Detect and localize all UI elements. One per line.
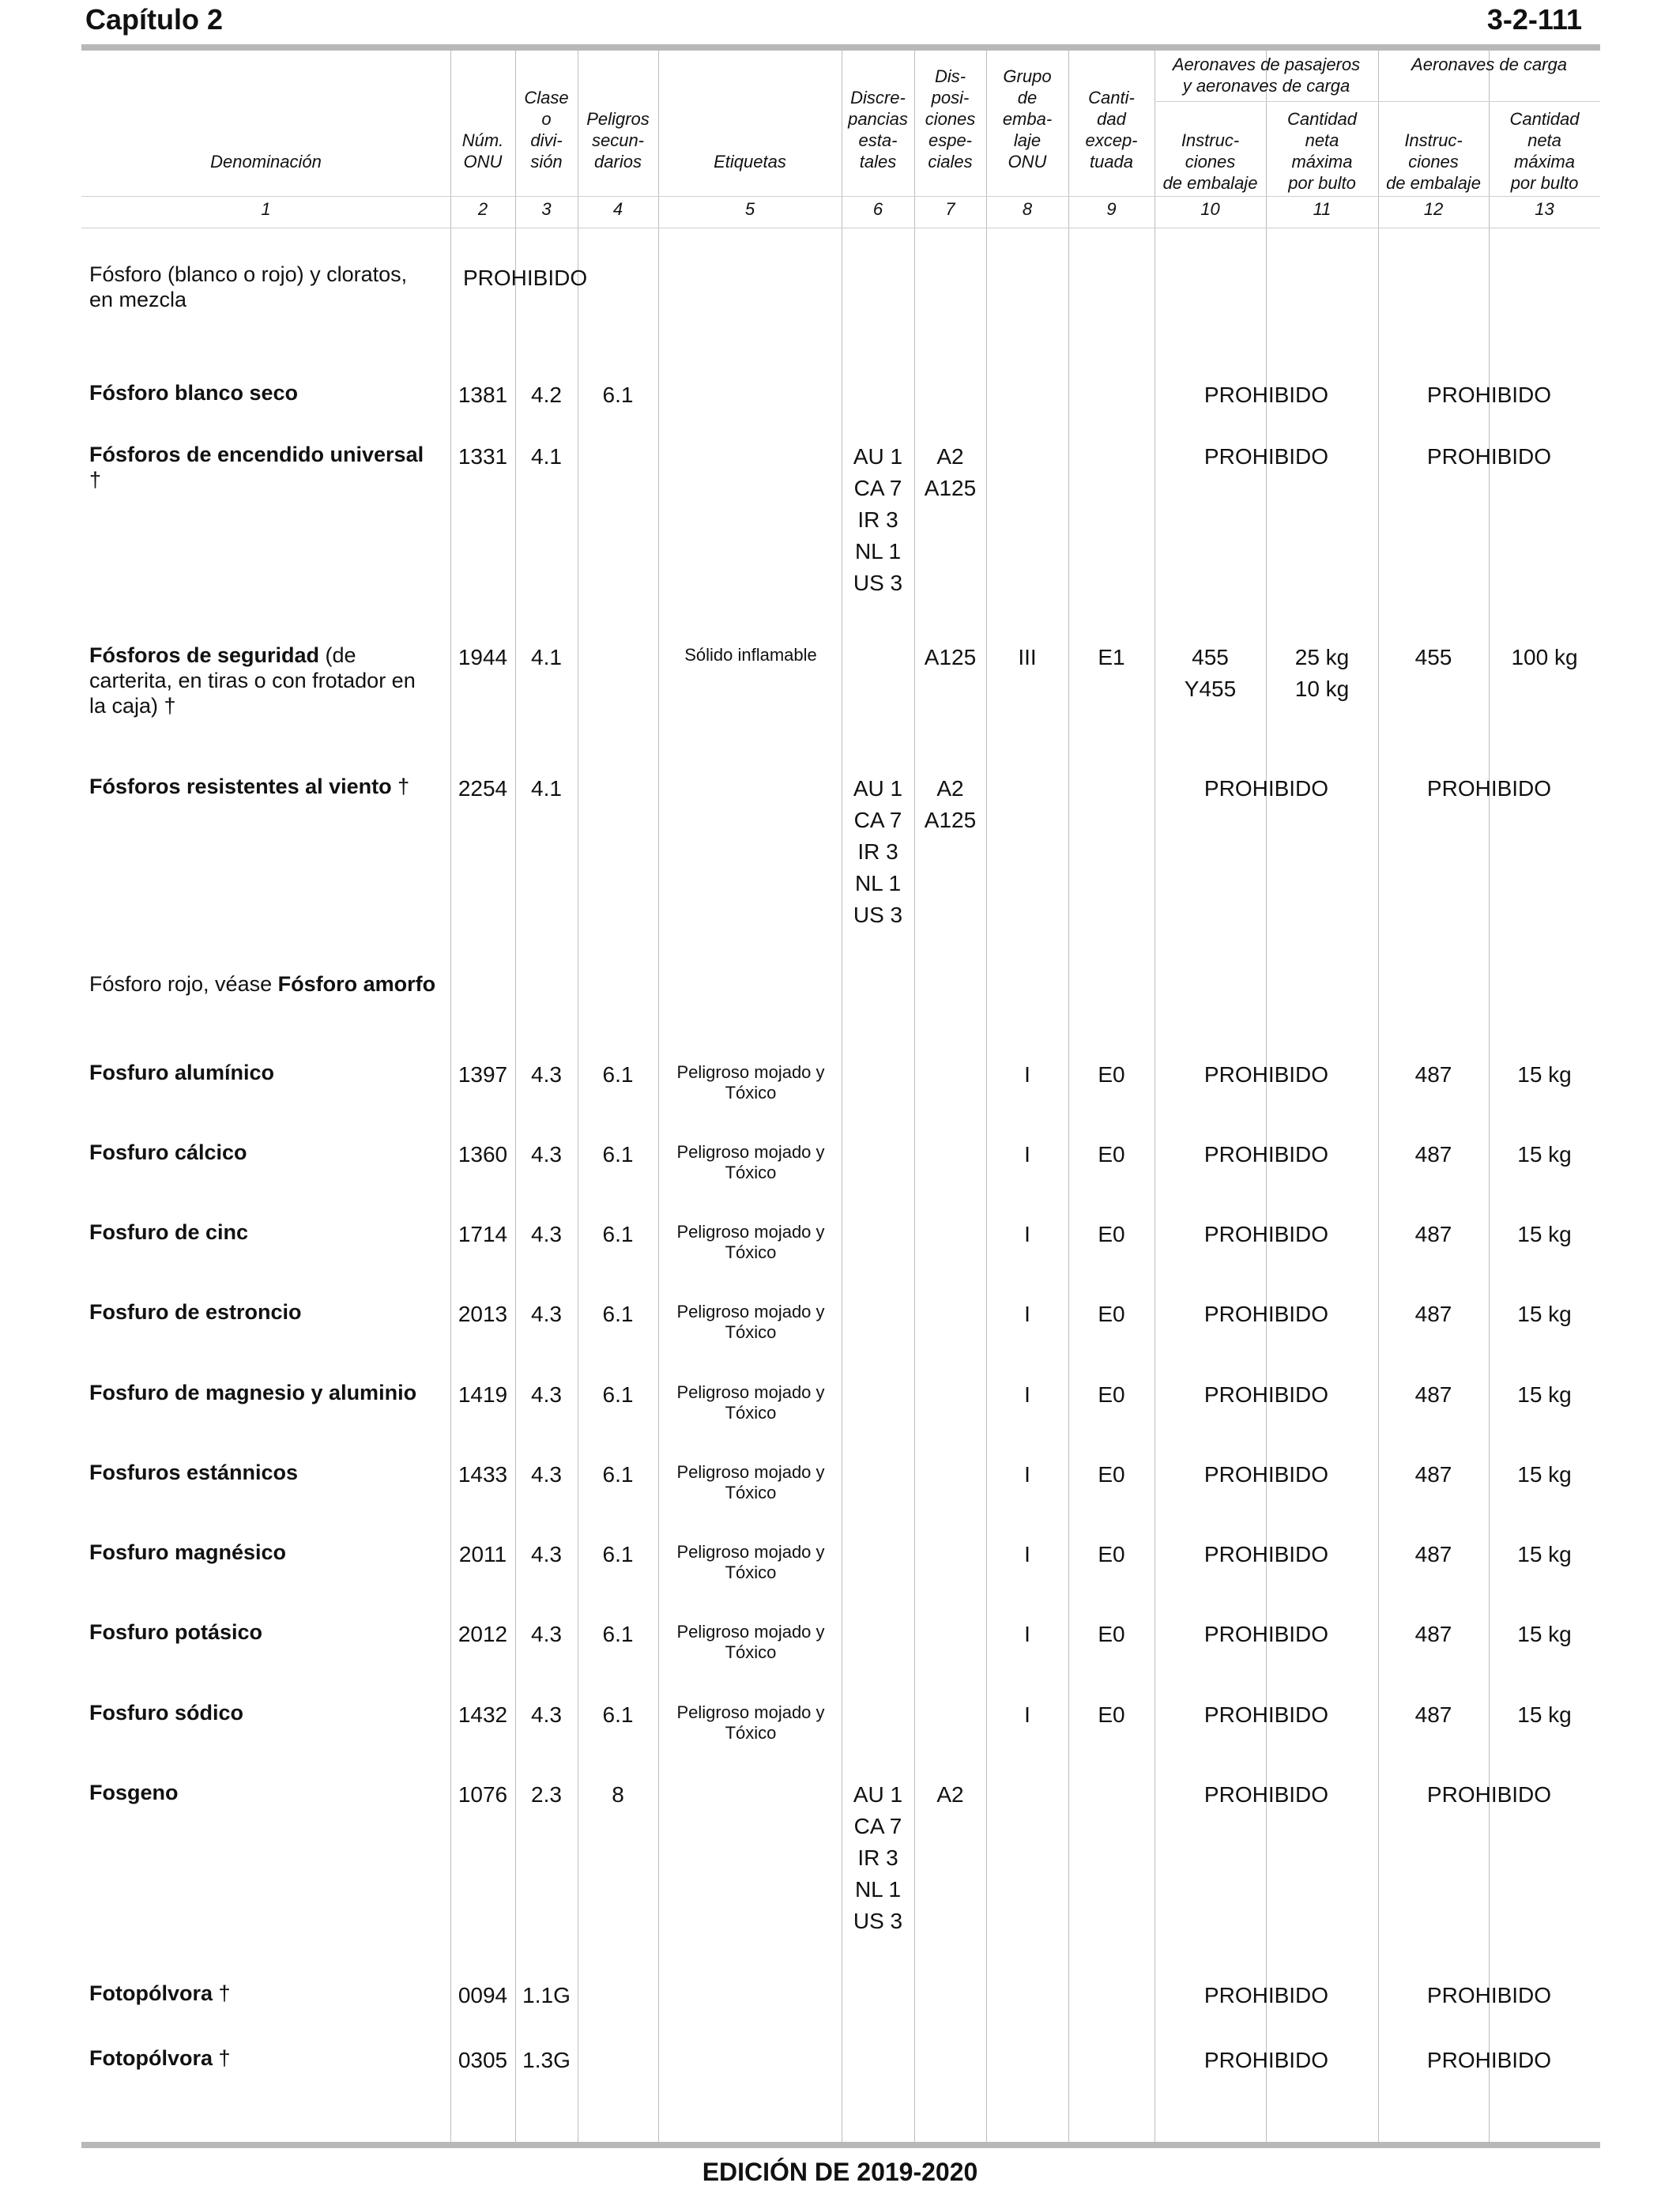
substance-name	[89, 1060, 437, 1085]
un-number: 1419	[458, 1382, 508, 1407]
cargo-max-net-quantity: 15 kg	[1517, 1062, 1572, 1087]
cross-reference: Fósforo amorfo	[277, 972, 436, 996]
substance-name-bold: Fosfuro de magnesio y aluminio	[89, 1381, 417, 1404]
cargo-aircraft-prohibido: PROHIBIDO	[1426, 383, 1552, 407]
passenger-aircraft-prohibido: PROHIBIDO	[1203, 444, 1329, 469]
cargo-max-net-quantity: 15 kg	[1517, 1462, 1572, 1487]
excepted-quantity: E0	[1098, 1382, 1125, 1407]
class-division: 2.3	[531, 1782, 562, 1807]
cargo-max-net-quantity: 15 kg	[1517, 1382, 1572, 1407]
header-instrucciones-carga: Instruc- ciones de embalaje	[1386, 130, 1481, 193]
hazard-label: Peligroso mojado y Tóxico	[676, 1622, 825, 1662]
column-number: 9	[1106, 199, 1117, 219]
column-divider	[450, 51, 451, 2142]
substance-name	[89, 1380, 437, 1405]
class-division: 4.2	[531, 383, 562, 407]
substance-name-bold: Fósforos de seguridad	[89, 643, 320, 667]
bottom-rule	[81, 2142, 1600, 2148]
subsidiary-hazard: 6.1	[602, 1142, 634, 1167]
state-variation: AU 1	[853, 1782, 903, 1807]
class-division: 1.3G	[522, 2048, 571, 2072]
column-divider	[515, 51, 516, 2142]
substance-name-bold: Fosgeno	[89, 1781, 179, 1804]
cargo-max-net-quantity: 15 kg	[1517, 1622, 1572, 1646]
subsidiary-hazard: 6.1	[602, 1222, 634, 1246]
header-clase: Clase o divi- sión	[524, 88, 569, 172]
cargo-max-net-quantity: 15 kg	[1517, 1142, 1572, 1167]
state-variation: IR 3	[857, 507, 898, 532]
column-number: 1	[261, 199, 271, 219]
header-instrucciones-pax: Instruc- ciones de embalaje	[1162, 130, 1258, 193]
cargo-packing-instruction: 487	[1414, 1062, 1452, 1087]
cargo-packing-instruction: 487	[1414, 1382, 1452, 1407]
hazard-label: Sólido inflamable	[684, 645, 817, 665]
state-variation: IR 3	[857, 839, 898, 864]
cargo-packing-instruction: 487	[1414, 1302, 1452, 1326]
class-division: 4.3	[531, 1222, 562, 1246]
substance-name-bold: Fotopólvora	[89, 2046, 213, 2070]
column-number: 5	[744, 199, 755, 219]
dagger-mark: †	[391, 775, 410, 798]
substance-name	[89, 1540, 437, 1565]
column-number: 11	[1313, 199, 1332, 219]
column-number: 2	[477, 199, 488, 219]
state-variation: US 3	[853, 1909, 903, 1933]
column-number: 13	[1535, 199, 1554, 219]
hazard-label: Peligroso mojado y Tóxico	[676, 1142, 825, 1182]
column-divider	[658, 51, 659, 2142]
packing-group: I	[1024, 1702, 1030, 1727]
substance-name-bold: Fosfuro de cinc	[89, 1220, 249, 1244]
state-variation: NL 1	[854, 871, 902, 895]
subsidiary-hazard: 8	[612, 1782, 624, 1807]
class-division: 4.3	[531, 1702, 562, 1727]
passenger-aircraft-prohibido: PROHIBIDO	[1203, 1702, 1329, 1727]
column-divider	[1378, 51, 1379, 2142]
cargo-max-net-quantity: 15 kg	[1517, 1302, 1572, 1326]
substance-name-rest: (de carterita, en tiras o con frotador en la caja) †	[89, 643, 416, 718]
passenger-aircraft-prohibido: PROHIBIDO	[1203, 2048, 1329, 2072]
state-variation: US 3	[853, 903, 903, 927]
un-number: 1944	[458, 645, 508, 669]
packing-group: I	[1024, 1462, 1030, 1487]
header-discrepancias: Discre- pancias esta- tales	[848, 88, 908, 172]
subsidiary-hazard: 6.1	[602, 1382, 634, 1407]
cargo-max-net-quantity: 15 kg	[1517, 1542, 1572, 1566]
state-variation: NL 1	[854, 1877, 902, 1902]
excepted-quantity: E0	[1098, 1222, 1125, 1246]
chapter-title: Capítulo 2	[85, 3, 224, 36]
passenger-aircraft-prohibido: PROHIBIDO	[1203, 383, 1329, 407]
packing-group: I	[1024, 1382, 1030, 1407]
state-variation: CA 7	[853, 1814, 902, 1838]
substance-name-plain: en mezcla	[89, 288, 187, 311]
packing-group: I	[1024, 1142, 1030, 1167]
passenger-aircraft-prohibido: PROHIBIDO	[1203, 1542, 1329, 1566]
cargo-aircraft-prohibido: PROHIBIDO	[1426, 1782, 1552, 1807]
column-number: 10	[1200, 199, 1220, 219]
class-division: 4.1	[531, 645, 562, 669]
cargo-max-net-quantity: 15 kg	[1517, 1702, 1572, 1727]
special-provision: A2	[936, 1782, 964, 1807]
hazard-label: Peligroso mojado y Tóxico	[676, 1462, 825, 1502]
substance-name-bold: Fosfuro cálcico	[89, 1140, 247, 1164]
substance-name-bold: Fósforo blanco seco	[89, 381, 299, 405]
header-grupo: Grupo de emba- laje ONU	[1002, 66, 1053, 172]
class-division: 4.1	[531, 776, 562, 801]
subsidiary-hazard: 6.1	[602, 1302, 634, 1326]
column-divider	[914, 51, 915, 2142]
excepted-quantity: E0	[1098, 1302, 1125, 1326]
passenger-aircraft-prohibido: PROHIBIDO	[1203, 776, 1329, 801]
cargo-packing-instruction: 487	[1414, 1462, 1452, 1487]
excepted-quantity: E0	[1098, 1702, 1125, 1727]
passenger-aircraft-prohibido: PROHIBIDO	[1203, 1302, 1329, 1326]
subsidiary-hazard: 6.1	[602, 1542, 634, 1566]
header-peligros: Peligros secun- darios	[586, 109, 650, 172]
substance-name	[89, 1981, 437, 2006]
column-number: 7	[945, 199, 955, 219]
column-number: 4	[612, 199, 623, 219]
passenger-aircraft-prohibido: PROHIBIDO	[1203, 1462, 1329, 1487]
header-num-onu: Núm. ONU	[461, 130, 504, 172]
hazard-label: Peligroso mojado y Tóxico	[676, 1302, 825, 1342]
substance-name-plain: Fósforo (blanco o rojo) y cloratos,	[89, 262, 408, 286]
un-number: 2254	[458, 776, 508, 801]
substance-name-bold: Fotopólvora	[89, 1981, 213, 2005]
passenger-aircraft-prohibido: PROHIBIDO	[1203, 1142, 1329, 1167]
column-number: 6	[872, 199, 883, 219]
un-number: 1433	[458, 1462, 508, 1487]
substance-name-bold: Fósforos de encendido universal	[89, 443, 424, 466]
state-variation: IR 3	[857, 1845, 898, 1870]
passenger-packing-instruction: 455	[1192, 645, 1229, 669]
packing-group: I	[1024, 1302, 1030, 1326]
un-number: 1076	[458, 1782, 508, 1807]
substance-name	[89, 1700, 437, 1725]
header-aeronaves-carga: Aeronaves de carga	[1411, 55, 1567, 74]
column-divider	[1068, 51, 1069, 2142]
substance-name-bold: Fosfuro potásico	[89, 1620, 263, 1644]
substance-name	[89, 1140, 437, 1165]
state-variation: AU 1	[853, 444, 903, 469]
passenger-aircraft-prohibido: PROHIBIDO	[1203, 1782, 1329, 1807]
cargo-packing-instruction: 487	[1414, 1222, 1452, 1246]
subsidiary-hazard: 6.1	[602, 1622, 634, 1646]
page-number: 3-2-111	[1486, 3, 1582, 36]
top-rule	[81, 44, 1600, 51]
column-number: 3	[541, 199, 552, 219]
substance-name	[89, 1460, 437, 1485]
class-division: 4.1	[531, 444, 562, 469]
substance-name-bold: Fósforos resistentes al viento	[89, 775, 392, 798]
column-divider	[1266, 51, 1267, 2142]
substance-name-bold: Fosfuro sódico	[89, 1701, 243, 1725]
column-number: 12	[1423, 199, 1444, 219]
hazard-label: Peligroso mojado y Tóxico	[676, 1702, 825, 1743]
substance-name	[89, 1220, 437, 1245]
class-division: 4.3	[531, 1302, 562, 1326]
excepted-quantity: E0	[1098, 1062, 1125, 1087]
un-number: 2011	[458, 1542, 507, 1566]
column-divider	[986, 51, 987, 2142]
header-cantidad-exceptuada: Canti- dad excep- tuada	[1085, 88, 1138, 172]
packing-group: I	[1024, 1062, 1030, 1087]
packing-group: I	[1024, 1542, 1030, 1566]
cargo-aircraft-prohibido: PROHIBIDO	[1426, 2048, 1552, 2072]
class-division: 1.1G	[522, 1983, 571, 2007]
passenger-max-net-quantity: 25 kg	[1294, 645, 1350, 669]
header-etiquetas: Etiquetas	[714, 152, 786, 172]
dagger-mark: †	[213, 2046, 231, 2070]
subsidiary-hazard: 6.1	[602, 383, 634, 407]
column-divider	[1489, 51, 1490, 2142]
hazard-label: Peligroso mojado y Tóxico	[676, 1542, 825, 1582]
class-division: 4.3	[531, 1062, 562, 1087]
substance-name-plain: Fósforo rojo, véase	[89, 972, 278, 996]
header-cantidad-neta-carga: Cantidad neta máxima por bulto	[1509, 109, 1580, 193]
state-variation: CA 7	[853, 476, 902, 500]
substance-name	[89, 774, 437, 799]
subsidiary-hazard: 6.1	[602, 1702, 634, 1727]
substance-name-bold: Fosfuro de estroncio	[89, 1300, 302, 1324]
special-provision: A125	[924, 645, 977, 669]
excepted-quantity: E0	[1098, 1142, 1125, 1167]
state-variation: AU 1	[853, 776, 903, 801]
column-number: 8	[1022, 199, 1033, 219]
cargo-packing-instruction: 487	[1414, 1542, 1452, 1566]
special-provision: A2	[936, 444, 964, 469]
substance-name	[89, 380, 437, 405]
header-denominacion: Denominación	[210, 152, 322, 172]
aircraft-group-line	[1155, 101, 1600, 102]
substance-name-bold: Fosfuros estánnicos	[89, 1461, 299, 1484]
hazard-label: Peligroso mojado y Tóxico	[676, 1382, 825, 1423]
passenger-aircraft-prohibido: PROHIBIDO	[1203, 1382, 1329, 1407]
state-variation: CA 7	[853, 808, 902, 832]
un-number: 0305	[458, 2048, 508, 2072]
un-number: 1432	[458, 1702, 508, 1727]
un-number: 0094	[458, 1983, 508, 2007]
un-number: 1397	[458, 1062, 508, 1087]
un-number: 1381	[458, 383, 508, 407]
packing-group: I	[1024, 1622, 1030, 1646]
passenger-aircraft-prohibido: PROHIBIDO	[1203, 1622, 1329, 1646]
dagger-mark: †	[213, 1981, 231, 2005]
passenger-max-net-quantity: 10 kg	[1294, 677, 1350, 701]
passenger-aircraft-prohibido: PROHIBIDO	[1203, 1222, 1329, 1246]
passenger-packing-instruction: Y455	[1184, 677, 1237, 701]
header-cantidad-neta-pax: Cantidad neta máxima por bulto	[1286, 109, 1358, 193]
cargo-packing-instruction: 487	[1414, 1142, 1452, 1167]
hazard-label: Peligroso mojado y Tóxico	[676, 1222, 825, 1262]
subsidiary-hazard: 6.1	[602, 1062, 634, 1087]
hazard-label: Peligroso mojado y Tóxico	[676, 1062, 825, 1103]
substance-name	[89, 643, 437, 718]
un-number: 1331	[458, 444, 508, 469]
dagger-mark: †	[89, 468, 102, 492]
cargo-aircraft-prohibido: PROHIBIDO	[1426, 1983, 1552, 2007]
un-number: 2013	[458, 1302, 508, 1326]
special-provision: A125	[924, 476, 977, 500]
passenger-aircraft-prohibido: PROHIBIDO	[1203, 1062, 1329, 1087]
passenger-aircraft-prohibido: PROHIBIDO	[1203, 1983, 1329, 2007]
substance-name	[89, 262, 437, 312]
un-number: 1360	[458, 1142, 508, 1167]
cargo-packing-instruction: 487	[1414, 1702, 1452, 1727]
excepted-quantity: E0	[1098, 1542, 1125, 1566]
substance-name	[89, 2045, 437, 2071]
state-variation: NL 1	[854, 539, 902, 564]
un-number: 2012	[458, 1622, 508, 1646]
substance-name	[89, 1619, 437, 1645]
prohibido-all: PROHIBIDO	[463, 266, 588, 290]
cargo-packing-instruction: 487	[1414, 1622, 1452, 1646]
substance-name	[89, 971, 437, 997]
cargo-aircraft-prohibido: PROHIBIDO	[1426, 776, 1552, 801]
cargo-aircraft-prohibido: PROHIBIDO	[1426, 444, 1552, 469]
cargo-max-net-quantity: 100 kg	[1511, 645, 1578, 669]
class-division: 4.3	[531, 1462, 562, 1487]
substance-name	[89, 1299, 437, 1325]
un-number: 1714	[458, 1222, 508, 1246]
class-division: 4.3	[531, 1382, 562, 1407]
substance-name	[89, 442, 437, 492]
substance-name-bold: Fosfuro alumínico	[89, 1061, 275, 1084]
excepted-quantity: E1	[1098, 645, 1125, 669]
excepted-quantity: E0	[1098, 1462, 1125, 1487]
substance-name	[89, 1780, 437, 1805]
class-division: 4.3	[531, 1542, 562, 1566]
edition-footer: EDICIÓN DE 2019-2020	[702, 2158, 978, 2186]
substance-name-bold: Fosfuro magnésico	[89, 1540, 287, 1564]
header-bottom-line	[81, 196, 1600, 197]
header-aeronaves-pasajeros: Aeronaves de pasajeros y aeronaves de carga	[1172, 55, 1361, 96]
state-variation: US 3	[853, 571, 903, 595]
cargo-max-net-quantity: 15 kg	[1517, 1222, 1572, 1246]
special-provision: A2	[936, 776, 964, 801]
special-provision: A125	[924, 808, 977, 832]
header-disposiciones: Dis- posi- ciones espe- ciales	[925, 66, 976, 172]
subsidiary-hazard: 6.1	[602, 1462, 634, 1487]
class-division: 4.3	[531, 1622, 562, 1646]
packing-group: III	[1018, 645, 1037, 669]
class-division: 4.3	[531, 1142, 562, 1167]
cargo-packing-instruction: 455	[1414, 645, 1452, 669]
excepted-quantity: E0	[1098, 1622, 1125, 1646]
packing-group: I	[1024, 1222, 1030, 1246]
